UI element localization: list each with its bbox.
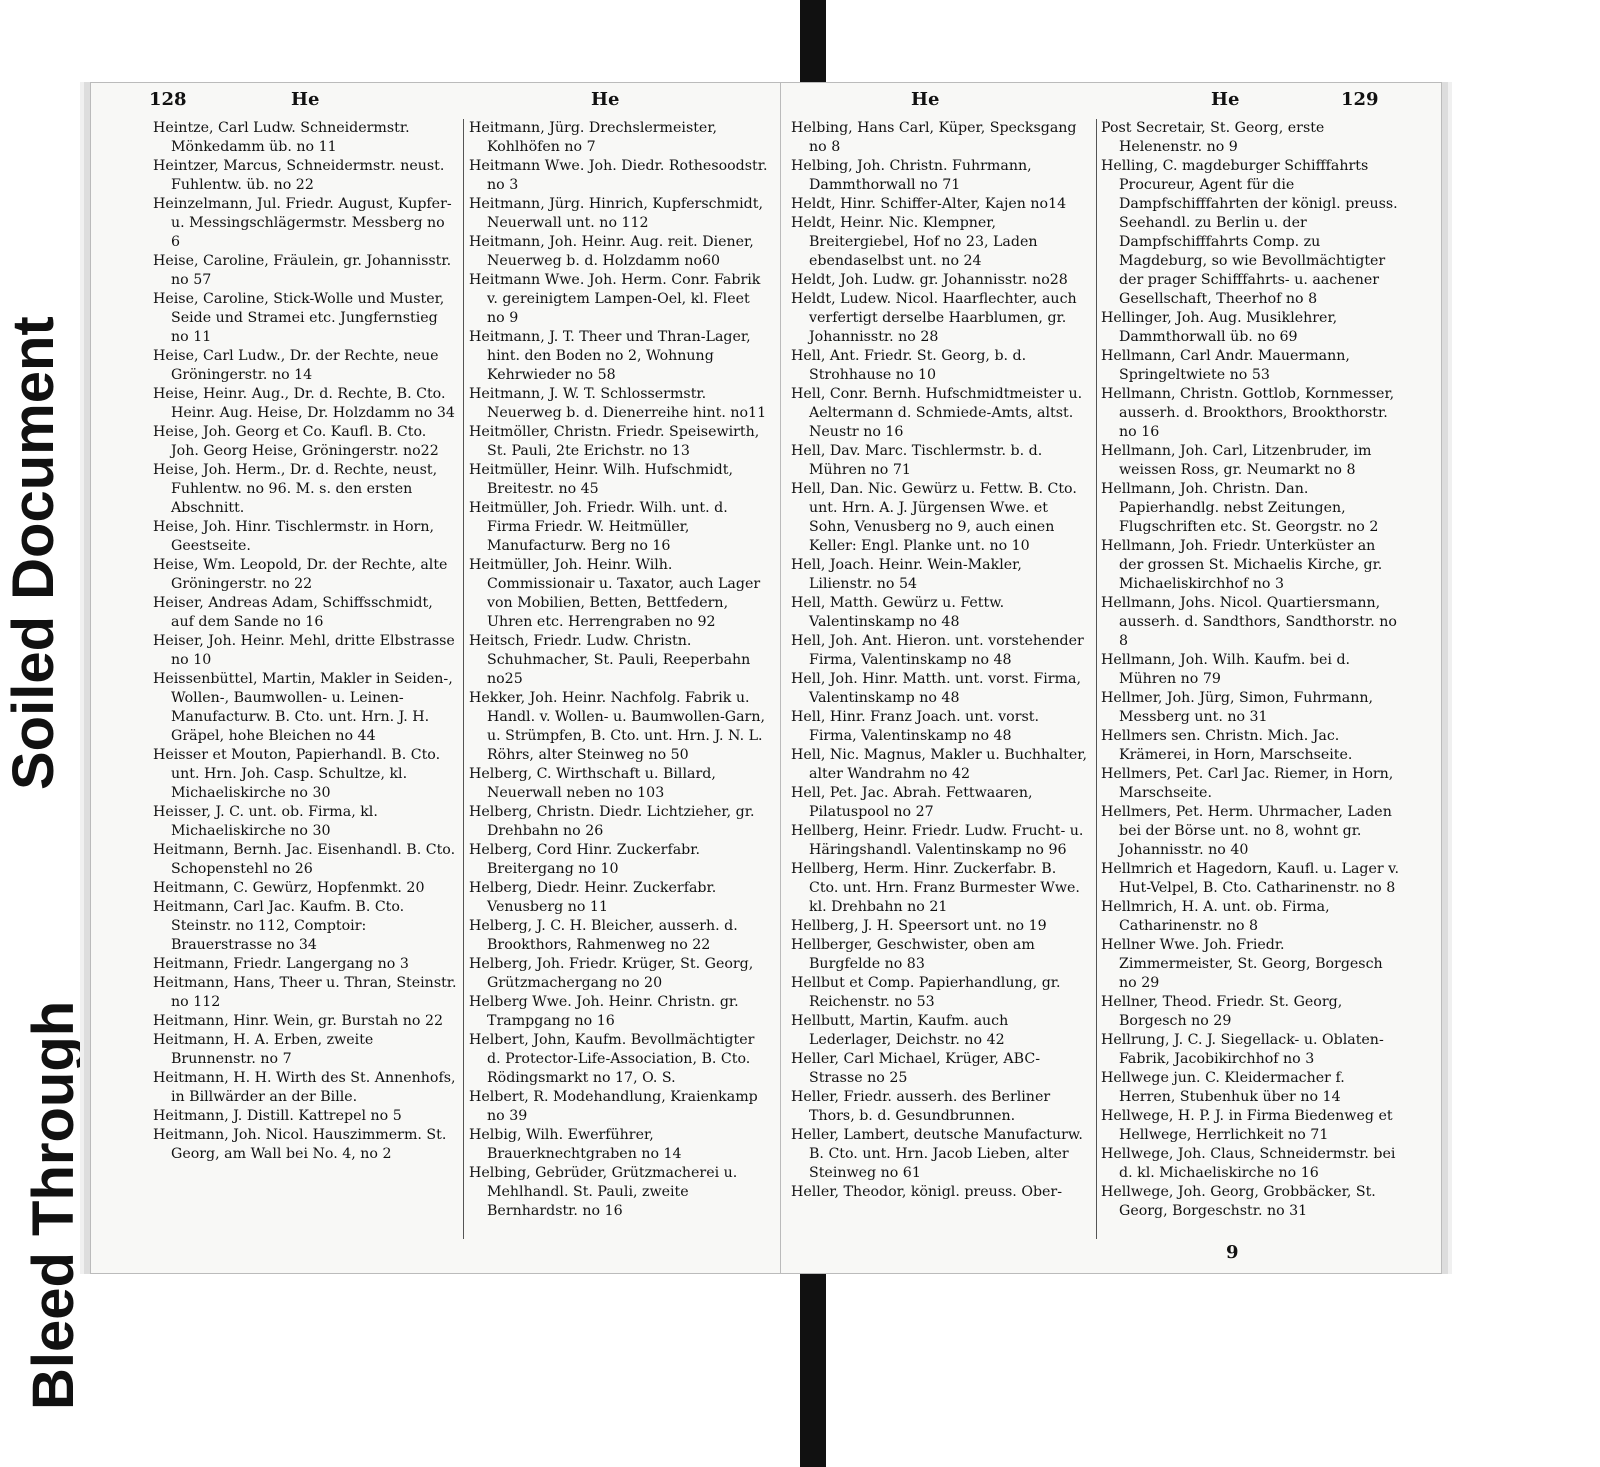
directory-entry: Heller, Lambert, deutsche Manufacturw. B. Cto. unt. Hrn. Jacob Lieben, alter Steinweg no 61 bbox=[791, 1127, 1083, 1181]
directory-entry: Heitmann, J. W. T. Schlossermstr. Neuerweg b. d. Dienerreihe hint. no11 bbox=[469, 386, 767, 421]
directory-entry: Heldt, Heinr. Nic. Klempner, Breitergiebel, Hof no 23, Laden ebendaselbst unt. no 24 bbox=[791, 215, 1038, 269]
book-spread bbox=[80, 72, 1460, 1292]
directory-entry: Heitmann, H. H. Wirth des St. Annenhofs, in Billwärder an der Bille. bbox=[153, 1070, 456, 1105]
directory-entry: Hellmann, Joh. Wilh. Kaufm. bei d. Mühren no 79 bbox=[1101, 652, 1351, 687]
directory-entry: Hellinger, Joh. Aug. Musiklehrer, Dammthorwall üb. no 69 bbox=[1101, 310, 1338, 345]
directory-entry: Heinzelmann, Jul. Friedr. August, Kupfer- u. Messingschlägermstr. Messberg no 6 bbox=[153, 196, 452, 250]
directory-entry: Heitmann, Jürg. Drechslermeister, Kohlhöfen no 7 bbox=[469, 120, 718, 155]
directory-entry: Heisser et Mouton, Papierhandl. B. Cto. unt. Hrn. Joh. Casp. Schultze, kl. Michaeliskirche no 30 bbox=[153, 747, 441, 801]
directory-entry: Hellberg, Heinr. Friedr. Ludw. Frucht- u. Häringshandl. Valentinskamp no 96 bbox=[791, 823, 1084, 858]
directory-entry: Heise, Caroline, Stick-Wolle und Muster, Seide und Stramei etc. Jungfernstieg no 11 bbox=[153, 291, 445, 345]
directory-entry: Hell, Hinr. Franz Joach. unt. vorst. Firma, Valentinskamp no 48 bbox=[791, 709, 1039, 744]
directory-entry: Heitmann, Joh. Heinr. Aug. reit. Diener, Neuerweg b. d. Holzdamm no60 bbox=[469, 234, 754, 269]
stamp-bleed-through: Bleed Through bbox=[21, 1000, 86, 1410]
directory-entry: Hellmrich, H. A. unt. ob. Firma, Catharinenstr. no 8 bbox=[1101, 899, 1330, 934]
right-header-center: He bbox=[911, 89, 940, 110]
directory-entry: Hellwege, Joh. Claus, Schneidermstr. bei d. kl. Michaeliskirche no 16 bbox=[1101, 1146, 1396, 1181]
directory-entry: Hellmann, Joh. Christn. Dan. Papierhandlg. nebst Zeitungen, Flugschriften etc. St. Georgstr. no 2 bbox=[1101, 481, 1379, 535]
directory-entry: Hell, Joh. Hinr. Matth. unt. vorst. Firma, Valentinskamp no 48 bbox=[791, 671, 1082, 706]
directory-entry: Helbig, Wilh. Ewerführer, Brauerknechtgraben no 14 bbox=[469, 1127, 682, 1162]
directory-entry: Hellberger, Geschwister, oben am Burgfelde no 83 bbox=[791, 937, 1035, 972]
directory-entry: Heintze, Carl Ludw. Schneidermstr. Mönkedamm üb. no 11 bbox=[153, 120, 410, 155]
directory-entry: Heitmüller, Heinr. Wilh. Hufschmidt, Breitestr. no 45 bbox=[469, 462, 733, 497]
right-page bbox=[780, 82, 1442, 1274]
directory-entry: Hellmers, Pet. Herm. Uhrmacher, Laden bei der Börse unt. no 8, wohnt gr. Johannisstr. no 40 bbox=[1101, 804, 1392, 858]
directory-entry: Heldt, Hinr. Schiffer-Alter, Kajen no14 bbox=[791, 196, 1067, 212]
left-column-2 bbox=[469, 119, 769, 1221]
directory-entry: Hellmers sen. Christn. Mich. Jac. Krämerei, in Horn, Marschseite. bbox=[1101, 728, 1353, 763]
directory-entry: Helbert, R. Modehandlung, Kraienkamp no 39 bbox=[469, 1089, 758, 1124]
directory-entry: Hellbutt, Martin, Kaufm. auch Lederlager, Deichstr. no 42 bbox=[791, 1013, 1009, 1048]
directory-entry: Heitmann, J. Distill. Kattrepel no 5 bbox=[153, 1108, 402, 1124]
directory-entry: Heintzer, Marcus, Schneidermstr. neust. Fuhlentw. üb. no 22 bbox=[153, 158, 445, 193]
directory-entry: Helbert, John, Kaufm. Bevollmächtigter d. Protector-Life-Association, B. Cto. Rödingsmarkt no 17, O. S. bbox=[469, 1032, 755, 1086]
directory-entry: Hellmrich et Hagedorn, Kaufl. u. Lager v. Hut-Velpel, B. Cto. Catharinenstr. no 8 bbox=[1101, 861, 1400, 896]
directory-entry: Helberg, Christn. Diedr. Lichtzieher, gr. Drehbahn no 26 bbox=[469, 804, 755, 839]
right-column-1 bbox=[791, 119, 1089, 1202]
directory-entry: Helberg Wwe. Joh. Heinr. Christn. gr. Trampgang no 16 bbox=[469, 994, 739, 1029]
directory-entry: Heitmann Wwe. Joh. Diedr. Rothesoodstr. no 3 bbox=[469, 158, 768, 193]
directory-entry: Heise, Joh. Georg et Co. Kaufl. B. Cto. Joh. Georg Heise, Gröningerstr. no22 bbox=[153, 424, 439, 459]
right-column-divider bbox=[1096, 119, 1097, 1239]
directory-entry: Heller, Carl Michael, Krüger, ABC-Strasse no 25 bbox=[791, 1051, 1041, 1086]
directory-entry: Heitmann, Joh. Nicol. Hauszimmerm. St. Georg, am Wall bei No. 4, no 2 bbox=[153, 1127, 447, 1162]
directory-entry: Helbing, Gebrüder, Grützmacherei u. Mehlhandl. St. Pauli, zweite Bernhardstr. no 16 bbox=[469, 1165, 738, 1219]
directory-entry: Helbing, Joh. Christn. Fuhrmann, Dammthorwall no 71 bbox=[791, 158, 1032, 193]
left-header-center: He bbox=[591, 89, 620, 110]
right-page-number: 129 bbox=[1341, 89, 1379, 110]
stamp-strip bbox=[0, 150, 90, 1410]
directory-entry: Heitsch, Friedr. Ludw. Christn. Schuhmacher, St. Pauli, Reeperbahn no25 bbox=[469, 633, 751, 687]
directory-entry: Hellbut et Comp. Papierhandlung, gr. Reichenstr. no 53 bbox=[791, 975, 1061, 1010]
directory-entry: Hell, Dan. Nic. Gewürz u. Fettw. B. Cto. unt. Hrn. A. J. Jürgensen Wwe. et Sohn, Venusberg no 9, auch einen Keller: Engl. Planke unt. no 10 bbox=[791, 481, 1077, 554]
directory-entry: Post Secretair, St. Georg, erste Helenenstr. no 9 bbox=[1101, 120, 1325, 155]
directory-entry: Hell, Nic. Magnus, Makler u. Buchhalter, alter Wandrahm no 42 bbox=[791, 747, 1087, 782]
directory-entry: Hellmers, Pet. Carl Jac. Riemer, in Horn, Marschseite. bbox=[1101, 766, 1394, 801]
directory-entry: Hell, Joach. Heinr. Wein-Makler, Lilienstr. no 54 bbox=[791, 557, 1022, 592]
directory-entry: Helberg, Cord Hinr. Zuckerfabr. Breitergang no 10 bbox=[469, 842, 700, 877]
directory-entry: Heiser, Joh. Heinr. Mehl, dritte Elbstrasse no 10 bbox=[153, 633, 455, 668]
directory-entry: Heitmöller, Christn. Friedr. Speisewirth, St. Pauli, 2te Erichstr. no 13 bbox=[469, 424, 760, 459]
directory-entry: Heise, Joh. Hinr. Tischlermstr. in Horn, Geestseite. bbox=[153, 519, 434, 554]
directory-entry: Heitmann Wwe. Joh. Herm. Conr. Fabrik v. gereinigtem Lampen-Oel, kl. Fleet no 9 bbox=[469, 272, 761, 326]
right-header-right: He bbox=[1211, 89, 1240, 110]
directory-entry: Hell, Dav. Marc. Tischlermstr. b. d. Mühren no 71 bbox=[791, 443, 1043, 478]
directory-entry: Hellmann, Joh. Carl, Litzenbruder, im weissen Ross, gr. Neumarkt no 8 bbox=[1101, 443, 1372, 478]
directory-entry: Hell, Conr. Bernh. Hufschmidtmeister u. Aeltermann d. Schmiede-Amts, altst. Neustr no 16 bbox=[791, 386, 1083, 440]
left-page bbox=[90, 82, 782, 1274]
directory-entry: Heitmann, Hans, Theer u. Thran, Steinstr. no 112 bbox=[153, 975, 457, 1010]
directory-entry: Heise, Carl Ludw., Dr. der Rechte, neue Gröningerstr. no 14 bbox=[153, 348, 439, 383]
footer-signature: 9 bbox=[1226, 1242, 1239, 1263]
left-column-1 bbox=[153, 119, 458, 1164]
directory-entry: Heitmann, C. Gewürz, Hopfenmkt. 20 bbox=[153, 880, 425, 896]
directory-entry: Hellmer, Joh. Jürg, Simon, Fuhrmann, Messberg unt. no 31 bbox=[1101, 690, 1374, 725]
directory-entry: Helberg, J. C. H. Bleicher, ausserh. d. Brookthors, Rahmenweg no 22 bbox=[469, 918, 738, 953]
left-header-left: He bbox=[291, 89, 320, 110]
directory-entry: Heise, Caroline, Fräulein, gr. Johannisstr. no 57 bbox=[153, 253, 452, 288]
directory-entry: Hellwege jun. C. Kleidermacher f. Herren, Stubenhuk über no 14 bbox=[1101, 1070, 1345, 1105]
directory-entry: Heitmann, Friedr. Langergang no 3 bbox=[153, 956, 409, 972]
left-column-divider bbox=[463, 119, 464, 1239]
directory-entry: Heller, Theodor, königl. preuss. Ober- bbox=[791, 1184, 1063, 1200]
directory-entry: Heise, Joh. Herm., Dr. d. Rechte, neust, Fuhlentw. no 96. M. s. den ersten Abschnitt. bbox=[153, 462, 438, 516]
directory-entry: Heitmann, Bernh. Jac. Eisenhandl. B. Cto. Schopenstehl no 26 bbox=[153, 842, 456, 877]
directory-entry: Hekker, Joh. Heinr. Nachfolg. Fabrik u. Handl. v. Wollen- u. Baumwollen-Garn, u. Strümpfen, B. Cto. unt. Hrn. J. N. L. Röhrs, alter Steinweg no 50 bbox=[469, 690, 765, 763]
directory-entry: Hellner Wwe. Joh. Friedr. Zimmermeister, St. Georg, Borgesch no 29 bbox=[1101, 937, 1383, 991]
directory-entry: Heller, Friedr. ausserh. des Berliner Thors, b. d. Gesundbrunnen. bbox=[791, 1089, 1051, 1124]
directory-entry: Heise, Wm. Leopold, Dr. der Rechte, alte Gröningerstr. no 22 bbox=[153, 557, 448, 592]
directory-entry: Hell, Ant. Friedr. St. Georg, b. d. Strohhause no 10 bbox=[791, 348, 1027, 383]
directory-entry: Heitmann, Hinr. Wein, gr. Burstah no 22 bbox=[153, 1013, 444, 1029]
directory-entry: Hellwege, Joh. Georg, Grobbäcker, St. Georg, Borgeschstr. no 31 bbox=[1101, 1184, 1376, 1219]
directory-entry: Heitmann, J. T. Theer und Thran-Lager, hint. den Boden no 2, Wohnung Kehrwieder no 58 bbox=[469, 329, 751, 383]
directory-entry: Hellberg, J. H. Speersort unt. no 19 bbox=[791, 918, 1047, 934]
directory-entry: Hellwege, H. P. J. in Firma Biedenweg et Hellwege, Herrlichkeit no 71 bbox=[1101, 1108, 1393, 1143]
directory-entry: Hell, Joh. Ant. Hieron. unt. vorstehender Firma, Valentinskamp no 48 bbox=[791, 633, 1084, 668]
directory-entry: Hellmann, Christn. Gottlob, Kornmesser, ausserh. d. Brookthors, Brookthorstr. no 16 bbox=[1101, 386, 1395, 440]
directory-entry: Heldt, Ludew. Nicol. Haarflechter, auch verfertigt derselbe Haarblumen, gr. Johannisstr. no 28 bbox=[791, 291, 1077, 345]
right-column-2 bbox=[1101, 119, 1401, 1221]
directory-entry: Heitmüller, Joh. Heinr. Wilh. Commissionair u. Taxator, auch Lager von Mobilien, Betten, Bettfedern, Uhren etc. Herrengraben no 92 bbox=[469, 557, 761, 630]
directory-entry: Heitmann, H. A. Erben, zweite Brunnenstr. no 7 bbox=[153, 1032, 374, 1067]
directory-entry: Hellmann, Joh. Friedr. Unterküster an der grossen St. Michaelis Kirche, gr. Michaeliskirchhof no 3 bbox=[1101, 538, 1383, 592]
directory-entry: Helbing, Hans Carl, Küper, Specksgang no 8 bbox=[791, 120, 1077, 155]
directory-entry: Heissenbüttel, Martin, Makler in Seiden-, Wollen-, Baumwollen- u. Leinen-Manufacturw. B. Cto. unt. Hrn. J. H. Gräpel, hohe Bleichen no 44 bbox=[153, 671, 453, 744]
directory-entry: Hellmann, Johs. Nicol. Quartiersmann, ausserh. d. Sandthors, Sandthorstr. no 8 bbox=[1101, 595, 1397, 649]
directory-entry: Hell, Matth. Gewürz u. Fettw. Valentinskamp no 48 bbox=[791, 595, 1005, 630]
directory-entry: Helberg, Diedr. Heinr. Zuckerfabr. Venusberg no 11 bbox=[469, 880, 717, 915]
left-page-number: 128 bbox=[149, 89, 187, 110]
directory-entry: Heitmann, Carl Jac. Kaufm. B. Cto. Steinstr. no 112, Comptoir: Brauerstrasse no 34 bbox=[153, 899, 405, 953]
directory-entry: Hellner, Theod. Friedr. St. Georg, Borgesch no 29 bbox=[1101, 994, 1343, 1029]
directory-entry: Heitmann, Jürg. Hinrich, Kupferschmidt, Neuerwall unt. no 112 bbox=[469, 196, 763, 231]
directory-entry: Helberg, Joh. Friedr. Krüger, St. Georg, Grützmachergang no 20 bbox=[469, 956, 754, 991]
directory-entry: Hellmann, Carl Andr. Mauermann, Springeltwiete no 53 bbox=[1101, 348, 1350, 383]
directory-entry: Heise, Heinr. Aug., Dr. d. Rechte, B. Cto. Heinr. Aug. Heise, Dr. Holzdamm no 34 bbox=[153, 386, 455, 421]
stamp-soiled-document: Soiled Document bbox=[1, 316, 66, 790]
directory-entry: Hellberg, Herm. Hinr. Zuckerfabr. B. Cto. unt. Hrn. Franz Burmester Wwe. kl. Drehbahn no 21 bbox=[791, 861, 1080, 915]
directory-entry: Helling, C. magdeburger Schifffahrts Procureur, Agent für die Dampfschifffahrten der königl. preuss. Seehandl. zu Berlin u. der Dampfschifffahrts Comp. zu Magdeburg, so wie Bevollmächtigter der prager Schifffahrts- u. aachener Gesellschaft, Theerhof no 8 bbox=[1101, 158, 1398, 307]
directory-entry: Heisser, J. C. unt. ob. Firma, kl. Michaeliskirche no 30 bbox=[153, 804, 378, 839]
directory-entry: Hellrung, J. C. J. Siegellack- u. Oblaten-Fabrik, Jacobikirchhof no 3 bbox=[1101, 1032, 1384, 1067]
directory-entry: Hell, Pet. Jac. Abrah. Fettwaaren, Pilatuspool no 27 bbox=[791, 785, 1033, 820]
directory-entry: Helberg, C. Wirthschaft u. Billard, Neuerwall neben no 103 bbox=[469, 766, 716, 801]
directory-entry: Heitmüller, Joh. Friedr. Wilh. unt. d. Firma Friedr. W. Heitmüller, Manufacturw. Berg no 16 bbox=[469, 500, 728, 554]
directory-entry: Heiser, Andreas Adam, Schiffsschmidt, auf dem Sande no 16 bbox=[153, 595, 433, 630]
directory-entry: Heldt, Joh. Ludw. gr. Johannisstr. no28 bbox=[791, 272, 1068, 288]
